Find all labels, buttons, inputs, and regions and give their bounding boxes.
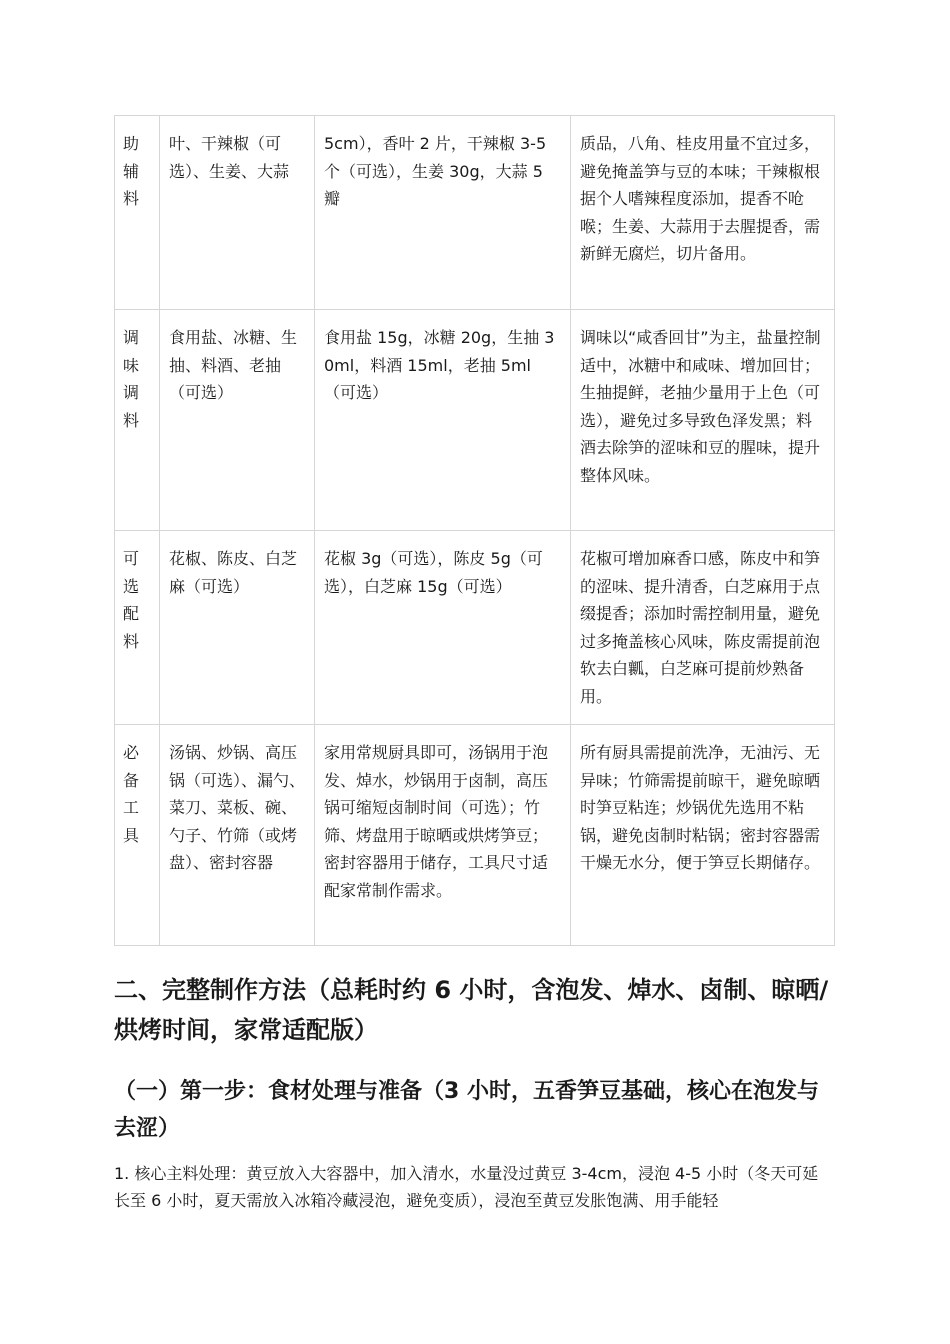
row-category: 调味调料 bbox=[115, 310, 160, 531]
row-notes: 质品，八角、桂皮用量不宜过多，避免掩盖笋与豆的本味；干辣椒根据个人嗜辣程度添加，提香不呛喉；生姜、大蒜用于去腥提香，需新鲜无腐烂，切片备用。 bbox=[571, 116, 835, 310]
row-name: 食用盐、冰糖、生抽、料酒、老抽（可选） bbox=[160, 310, 315, 531]
row-notes: 所有厨具需提前洗净，无油污、无异味；竹筛需提前晾干，避免晾晒时笋豆粘连；炒锅优先选用不粘锅，避免卤制时粘锅；密封容器需干燥无水分，便于笋豆长期储存。 bbox=[571, 725, 835, 946]
row-amount: 花椒 3g（可选），陈皮 5g（可选），白芝麻 15g（可选） bbox=[315, 531, 571, 725]
row-notes: 调味以“咸香回甘”为主，盐量控制适中，冰糖中和咸味、增加回甘；生抽提鲜，老抽少量用于上色（可选），避免过多导致色泽发黑；料酒去除笋的涩味和豆的腥味，提升整体风味。 bbox=[571, 310, 835, 531]
row-amount: 食用盐 15g，冰糖 20g，生抽 30ml，料酒 15ml，老抽 5ml（可选） bbox=[315, 310, 571, 531]
table-row bbox=[115, 310, 835, 531]
row-category: 必备工具 bbox=[115, 725, 160, 946]
row-notes: 花椒可增加麻香口感，陈皮中和笋的涩味、提升清香，白芝麻用于点缀提香；添加时需控制用量，避免过多掩盖核心风味，陈皮需提前泡软去白瓤，白芝麻可提前炒熟备用。 bbox=[571, 531, 835, 725]
row-category: 可选配料 bbox=[115, 531, 160, 725]
row-amount: 5cm），香叶 2 片，干辣椒 3-5 个（可选），生姜 30g，大蒜 5 瓣 bbox=[315, 116, 571, 310]
section-heading: 二、完整制作方法（总耗时约 6 小时，含泡发、焯水、卤制、晾晒/烘烤时间，家常适配版） bbox=[114, 976, 829, 1044]
row-name: 汤锅、炒锅、高压锅（可选）、漏勺、菜刀、菜板、碗、勺子、竹筛（或烤盘）、密封容器 bbox=[160, 725, 315, 946]
body-paragraph: 1. 核心主料处理：黄豆放入大容器中，加入清水，水量没过黄豆 3-4cm，浸泡 4-5 小时（冬天可延长至 6 小时，夏天需放入冰箱冷藏浸泡，避免变质），浸泡至黄豆发胀饱满、用手能轻 bbox=[114, 1164, 819, 1210]
table-row bbox=[115, 531, 835, 725]
table-row bbox=[115, 725, 835, 946]
row-amount: 家用常规厨具即可，汤锅用于泡发、焯水，炒锅用于卤制，高压锅可缩短卤制时间（可选）；竹筛、烤盘用于晾晒或烘烤笋豆；密封容器用于储存，工具尺寸适配家常制作需求。 bbox=[315, 725, 571, 946]
table-row bbox=[115, 116, 835, 310]
row-name: 叶、干辣椒（可选）、生姜、大蒜 bbox=[160, 116, 315, 310]
row-category: 助辅料 bbox=[115, 116, 160, 310]
ingredients-table bbox=[114, 115, 835, 946]
subsection-heading: （一）第一步：食材处理与准备（3 小时，五香笋豆基础，核心在泡发与去涩） bbox=[114, 1079, 819, 1141]
row-name: 花椒、陈皮、白芝麻（可选） bbox=[160, 531, 315, 725]
